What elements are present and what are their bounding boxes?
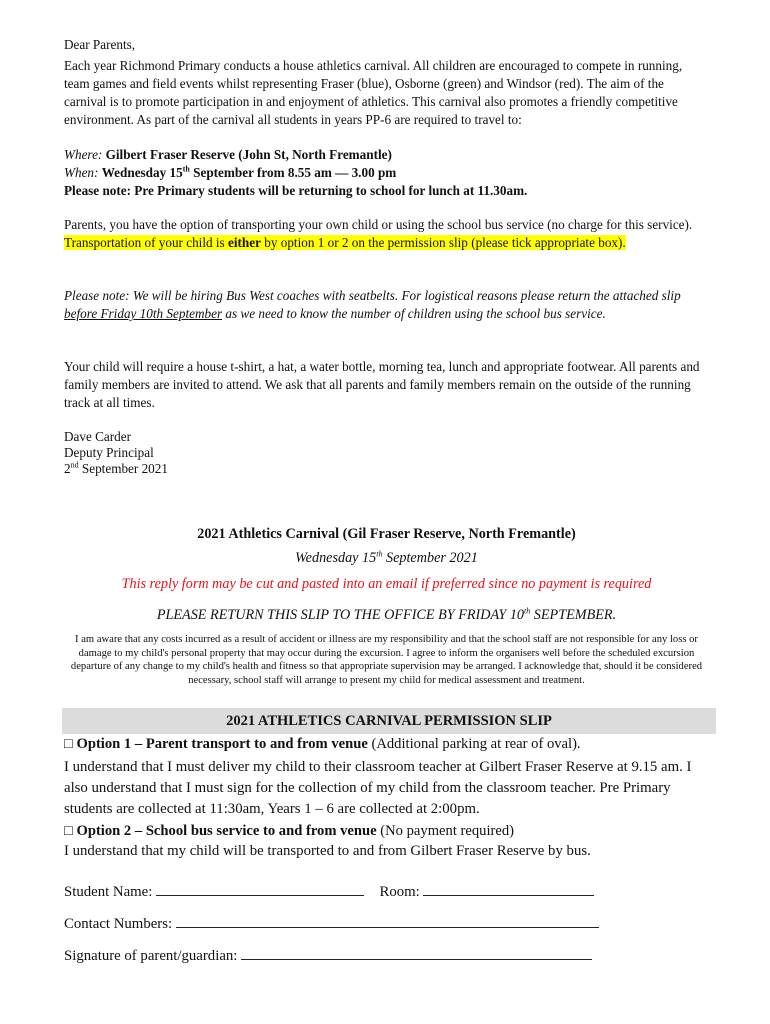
option-2-line bbox=[64, 823, 709, 840]
transport-highlight-b: by option 1 or 2 on the permission slip (please tick appropriate box). bbox=[264, 235, 626, 250]
when-label: When: bbox=[64, 165, 99, 180]
requirements-paragraph: Your child will require a house t-shirt, a hat, a water bottle, morning tea, lunch and appropriate footwear. All parents and family members are invited to attend. We ask that all parents and family members remain on the outside of the running track at all times. bbox=[64, 359, 700, 410]
buswest-note bbox=[64, 287, 709, 323]
letter-date bbox=[64, 461, 709, 477]
return-sup: th bbox=[524, 606, 531, 616]
return-instruction bbox=[64, 607, 709, 624]
preprimary-note: Please note: Pre Primary students will be returning to school for lunch at 11.30am. bbox=[64, 183, 528, 198]
option-1-note: (Additional parking at rear of oval). bbox=[371, 736, 581, 752]
signer-title: Deputy Principal bbox=[64, 445, 154, 460]
option-2-checkbox[interactable]: □ bbox=[64, 823, 73, 839]
where-value: Gilbert Fraser Reserve (John St, North Fremantle) bbox=[105, 147, 392, 162]
return-a: PLEASE RETURN THIS SLIP TO THE OFFICE BY FRIDAY 10 bbox=[156, 607, 525, 623]
when-sup: th bbox=[182, 164, 190, 174]
return-b: SEPTEMBER. bbox=[533, 607, 617, 623]
reply-date-a: Wednesday 15 bbox=[295, 550, 377, 566]
reply-title: 2021 Athletics Carnival (Gil Fraser Reserve, North Fremantle) bbox=[197, 526, 576, 542]
signature-label: Signature of parent/guardian: bbox=[64, 948, 238, 964]
contact-field[interactable] bbox=[176, 915, 599, 928]
email-note: This reply form may be cut and pasted into an email if preferred since no payment is required bbox=[121, 576, 652, 592]
intro-paragraph: Each year Richmond Primary conducts a house athletics carnival. All children are encouraged to compete in running, team games and field events whilst representing Fraser (blue), Osborne (green) and Windsor (red). The aim of the carnival is to promote participation in and enjoyment of athletics. This carnival also promotes a friendly competitive environment. As part of the carnival all students in years PP-6 are required to travel to: bbox=[64, 58, 683, 127]
option-2-note: (No payment required) bbox=[380, 823, 515, 839]
when-line bbox=[64, 164, 709, 182]
option-1-label: Option 1 – Parent transport to and from venue bbox=[76, 736, 368, 752]
buswest-a: Please note: We will be hiring Bus West coaches with seatbelts. For logistical reasons please return the attached slip bbox=[64, 288, 681, 303]
disclaimer: I am aware that any costs incurred as a result of accident or illness are my responsibility and that the school staff are not responsible for any loss or damage to my child's personal property that may occur during the excursion. I agree to inform the organisers well before the scheduled excursion departure of any change to my child's health and fitness so that appropriate supervision may be arranged. I acknowledge that, should it be considered necessary, school staff will arrange to present my child for medical assessment and treatment. bbox=[70, 634, 703, 686]
buswest-deadline: before Friday 10th September bbox=[64, 306, 223, 321]
when-rest: September from 8.55 am — 3.00 pm bbox=[193, 165, 397, 180]
room-label: Room: bbox=[379, 884, 420, 900]
letter-date-sup: nd bbox=[70, 460, 79, 470]
option-2-label: Option 2 – School bus service to and from venue bbox=[76, 823, 377, 839]
reply-date bbox=[64, 550, 709, 567]
option-1-text: I understand that I must deliver my child to their classroom teacher at Gilbert Fraser Reserve at 9.15 am. I also understand that I must sign for the collection of my child from the classroom teacher. Pre Primary students are collected at 11:30am, Years 1 – 6 are collected at 2:00pm. bbox=[64, 759, 692, 817]
transport-highlight-a: Transportation of your child is bbox=[64, 235, 225, 250]
when-day: Wednesday 15 bbox=[101, 165, 183, 180]
event-details bbox=[64, 146, 709, 200]
signer-name: Dave Carder bbox=[64, 429, 131, 444]
reply-date-b: September 2021 bbox=[386, 550, 478, 566]
permission-slip-banner: 2021 ATHLETICS CARNIVAL PERMISSION SLIP bbox=[62, 708, 716, 734]
student-name-field[interactable] bbox=[156, 883, 364, 896]
buswest-b: as we need to know the number of children using the school bus service. bbox=[225, 306, 606, 321]
transport-paragraph bbox=[64, 216, 709, 252]
transport-highlight-bold: either bbox=[227, 235, 261, 250]
letter-date-day: 2 bbox=[64, 461, 71, 476]
option-2-text: I understand that my child will be transported to and from Gilbert Fraser Reserve by bus. bbox=[64, 843, 591, 859]
reply-date-sup: th bbox=[376, 549, 383, 559]
student-name-label: Student Name: bbox=[64, 884, 153, 900]
room-field[interactable] bbox=[423, 883, 594, 896]
signature-block bbox=[64, 429, 709, 477]
salutation: Dear Parents, bbox=[64, 37, 136, 52]
signature-field[interactable] bbox=[241, 947, 592, 960]
signature-row bbox=[64, 947, 592, 965]
student-name-row bbox=[64, 883, 594, 901]
option-1-checkbox[interactable]: □ bbox=[64, 736, 73, 752]
where-line bbox=[64, 146, 709, 164]
contact-label: Contact Numbers: bbox=[64, 916, 173, 932]
transport-plain: Parents, you have the option of transporting your own child or using the school bus service (no charge for this service). bbox=[64, 217, 693, 232]
letter-date-rest: September 2021 bbox=[81, 461, 168, 476]
option-1-line bbox=[64, 736, 709, 753]
contact-row bbox=[64, 915, 599, 933]
where-label: Where: bbox=[64, 147, 103, 162]
